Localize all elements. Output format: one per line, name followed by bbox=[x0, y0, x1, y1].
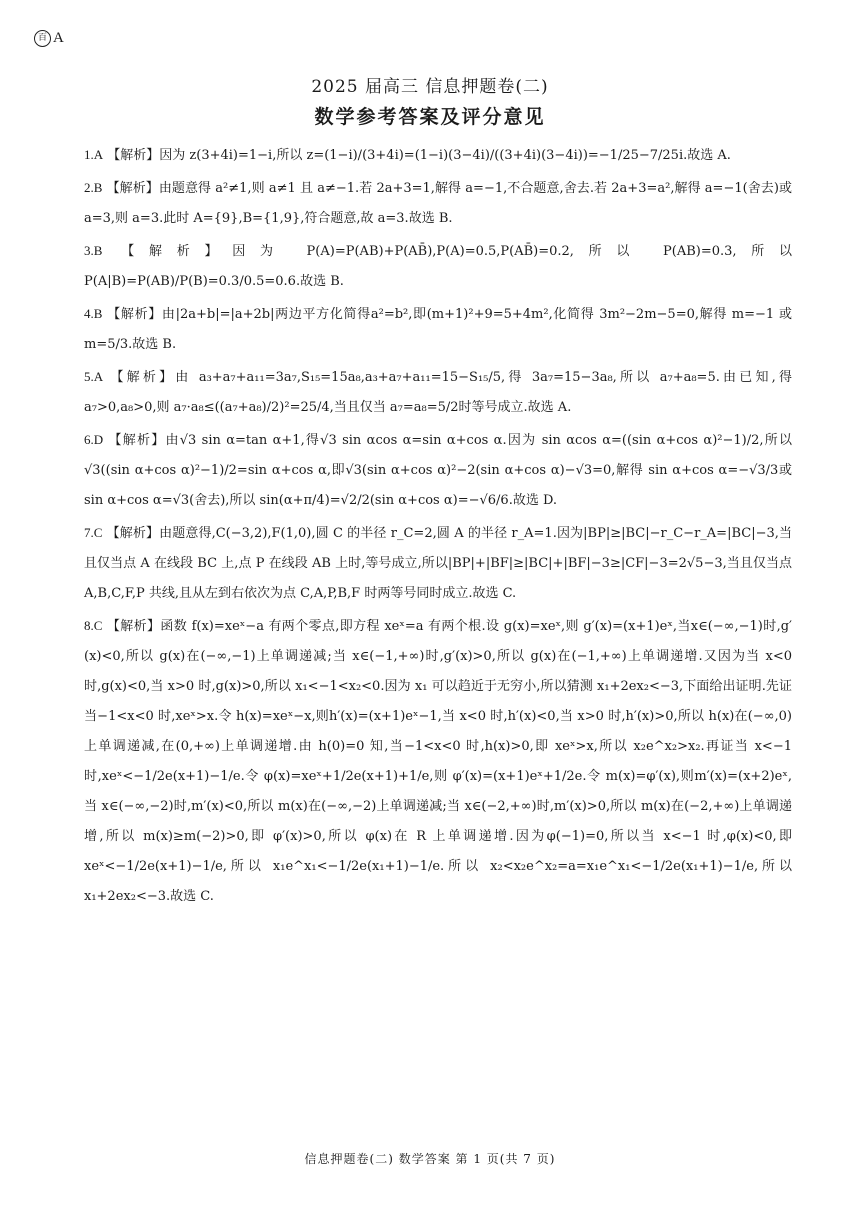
answer-label: 3.B bbox=[84, 243, 103, 258]
answer-list bbox=[84, 140, 792, 914]
answer-text: 【解析】函数 f(x)=xeˣ−a 有两个零点,即方程 xeˣ=a 有两个根.设 g(x)=xeˣ,则 g′(x)=(x+1)eˣ,当x∈(−∞,−1)时,g′(x)<0,所以 g(x)在(−∞,−1)上单调递减;当 x∈(−1,+∞)时,g′(x)>0,所以 g(x)在(−1,+∞)上单调递增.又因为当 x<0 时,g(x)<0,当 x>0 时,g(x)>0,所以 x₁<−1<x₂<0.因为 x₁ 可以趋近于无穷小,所以猜测 x₁+2ex₂<−3,下面给出证明.先证当−1<x<0 时,xeˣ>x.令 h(x)=xeˣ−x,则h′(x)=(x+1)eˣ−1,当 x<0 时,h′(x)<0,当 x>0 时,h′(x)>0,所以 h(x)在(−∞,0)上单调递减,在(0,+∞)上单调递增.由 h(0)=0 知,当−1<x<0 时,h(x)>0,即 xeˣ>x,所以 x₂e^x₂>x₂.再证当 x<−1 时,xeˣ<−1/2e(x+1)−1/e.令 φ(x)=xeˣ+1/2e(x+1)+1/e,则 φ′(x)=(x+1)eˣ+1/2e.令 m(x)=φ′(x),则m′(x)=(x+2)eˣ,当 x∈(−∞,−2)时,m′(x)<0,所以 m(x)在(−∞,−2)上单调递减;当 x∈(−2,+∞)时,m′(x)>0,所以 m(x)在(−2,+∞)上单调递增,所以 m(x)≥m(−2)>0,即 φ′(x)>0,所以 φ(x)在 R 上单调递增.因为φ(−1)=0,所以当 x<−1 时,φ(x)<0,即 xeˣ<−1/2e(x+1)−1/e,所以 x₁e^x₁<−1/2e(x₁+1)−1/e.所以 x₂<x₂e^x₂=a=x₁e^x₁<−1/2e(x₁+1)−1/e,所以 x₁+2ex₂<−3.故选 C. bbox=[84, 619, 792, 904]
answer-text: 【解析】因为 P(A)=P(AB)+P(AB̄),P(A)=0.5,P(AB̄)=0.2,所以 P(AB)=0.3,所以 P(A|B)=P(AB)/P(B)=0.3/0.5=0.6.故选 B. bbox=[84, 244, 792, 289]
answer-subtitle: 数学参考答案及评分意见 bbox=[314, 106, 546, 128]
exam-title: 2025 届高三 信息押题卷(二) bbox=[311, 77, 549, 97]
answer-label: 8.C bbox=[84, 618, 103, 633]
answer-item-8 bbox=[84, 611, 792, 912]
answer-text: 【解析】由|2a+b|=|a+2b|两边平方化简得a²=b²,即(m+1)²+9=5+4m²,化简得 3m²−2m−5=0,解得 m=−1 或 m=5/3.故选 B. bbox=[84, 307, 792, 352]
answer-text: 【解析】由题意得,C(−3,2),F(1,0),圆 C 的半径 r_C=2,圆 A 的半径 r_A=1.因为|BP|≥|BC|−r_C−r_A=|BC|−3,当且仅当点 A 在线段 BC 上,点 P 在线段 AB 上时,等号成立,所以|BP|+|BF|≥|BC|+|BF|−3≥|CF|−3=2√5−3,当且仅当点 A,B,C,F,P 共线,且从左到右依次为点 C,A,P,B,F 时两等号同时成立.故选 C. bbox=[84, 526, 792, 601]
answer-label: 2.B bbox=[84, 180, 103, 195]
answer-text: 【解析】因为 z(3+4i)=1−i,所以 z=(1−i)/(3+4i)=(1−i)(3−4i)/((3+4i)(3−4i))=−1/25−7/25i.故选 A. bbox=[107, 148, 731, 163]
answer-label: 1.A bbox=[84, 147, 104, 162]
answer-item-1 bbox=[84, 140, 792, 171]
answer-text: 【解析】由√3 sin α=tan α+1,得√3 sin αcos α=sin α+cos α.因为 sin αcos α=((sin α+cos α)²−1)/2,所以√3((sin α+cos α)²−1)/2=sin α+cos α,即√3(sin α+cos α)²−2(sin α+cos α)−√3=0,解得 sin α+cos α=−√3/3或 sin α+cos α=√3(舍去),所以 sin(α+π/4)=√2/2(sin α+cos α)=−√6/6.故选 D. bbox=[84, 433, 792, 508]
answer-item-5 bbox=[84, 362, 792, 423]
answer-item-4 bbox=[84, 299, 792, 360]
answer-label: 5.A bbox=[84, 369, 104, 384]
answer-item-3 bbox=[84, 236, 792, 297]
answer-label: 4.B bbox=[84, 306, 103, 321]
answer-label: 7.C bbox=[84, 525, 103, 540]
answer-item-2 bbox=[84, 173, 792, 234]
answer-text: 【解析】由题意得 a²≠1,则 a≠1 且 a≠−1.若 2a+3=1,解得 a=−1,不合题意,舍去.若 2a+3=a²,解得 a=−1(舍去)或 a=3,则 a=3.此时 A={9},B={1,9},符合题意,故 a=3.故选 B. bbox=[84, 181, 792, 226]
answer-item-6 bbox=[84, 425, 792, 516]
logo-letter: A bbox=[53, 30, 64, 46]
answer-item-7 bbox=[84, 518, 792, 609]
logo-seal-icon: 百 bbox=[34, 30, 51, 47]
answer-text: 【解析】由 a₃+a₇+a₁₁=3a₇,S₁₅=15a₈,a₃+a₇+a₁₁=15−S₁₅/5,得 3a₇=15−3a₈,所以 a₇+a₈=5.由已知,得 a₇>0,a₈>0,则 a₇·a₈≤((a₇+a₈)/2)²=25/4,当且仅当 a₇=a₈=5/2时等号成立.故选 A. bbox=[84, 370, 792, 415]
page-footer: 信息押题卷(二) 数学答案 第 1 页(共 7 页) bbox=[304, 1152, 556, 1166]
answer-label: 6.D bbox=[84, 432, 104, 447]
publisher-logo bbox=[34, 30, 64, 47]
